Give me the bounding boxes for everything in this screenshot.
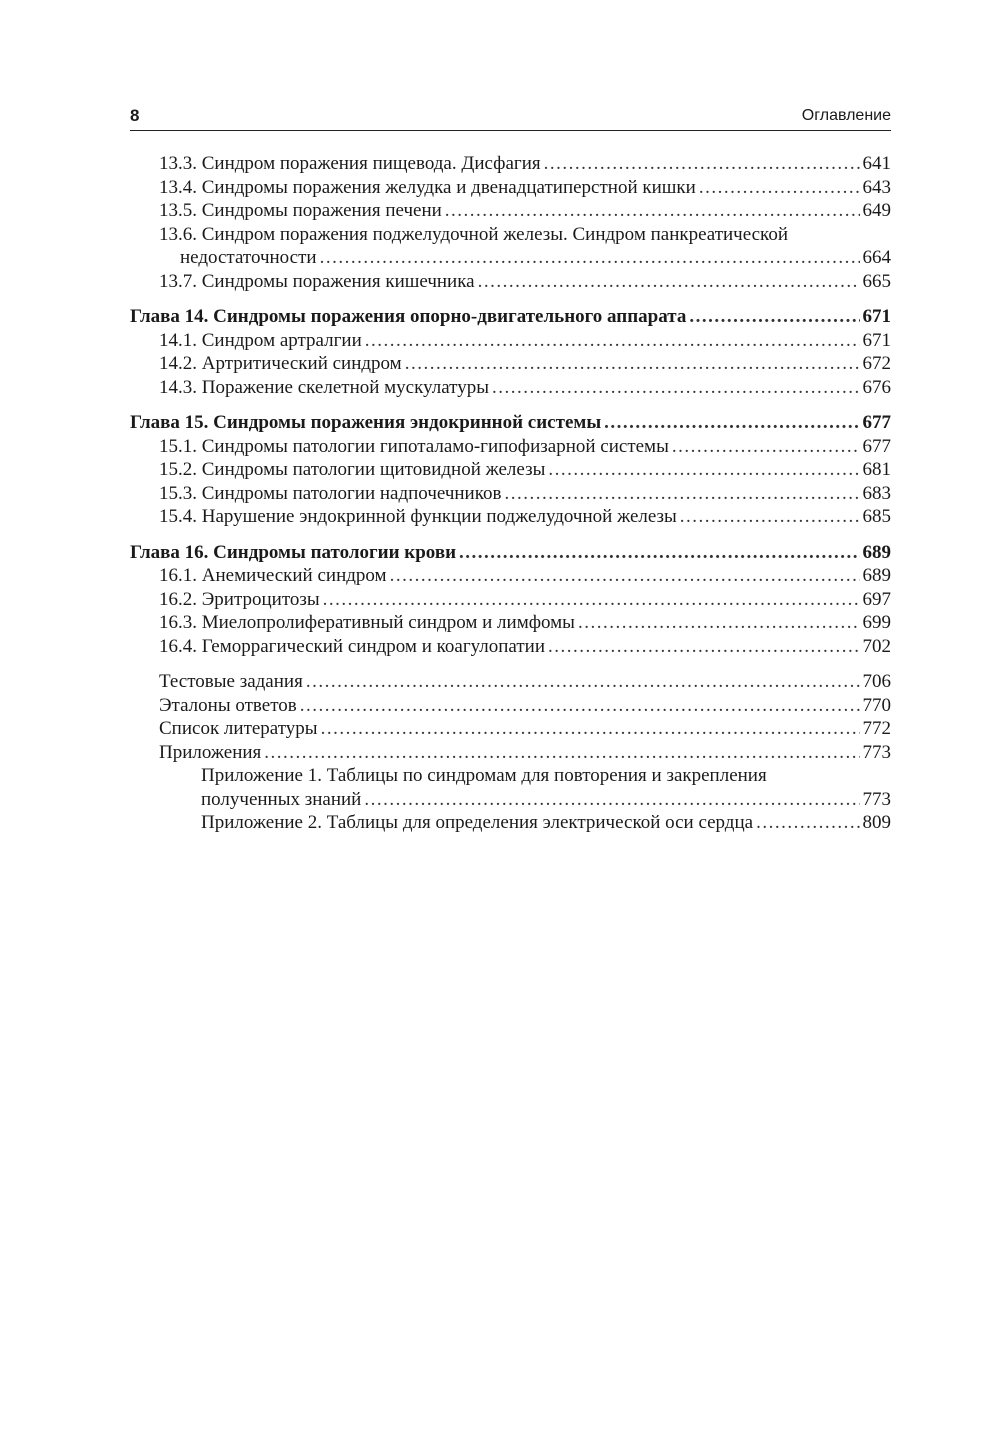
dot-leader [321,718,860,740]
dot-leader [459,542,859,564]
dot-leader [504,483,859,505]
toc-page: 649 [862,200,891,221]
toc-page: 676 [862,376,891,398]
toc-entry[interactable]: Приложения ..... 773 [130,742,891,766]
toc-page: 697 [862,588,891,610]
toc-page: 702 [862,635,891,657]
toc-entry[interactable]: Тестовые задания ..... 706 [130,671,891,695]
toc-entry[interactable]: недостаточности ..... 664 [130,247,891,271]
dot-leader [478,271,860,293]
dot-leader [320,247,860,269]
toc-entry[interactable]: 16.1. Анемический синдром ..... 689 [130,565,891,589]
toc-page: 699 [862,612,891,633]
toc-page: 641 [862,153,891,174]
toc-entry[interactable]: 13.5. Синдромы поражения печени ..... 649 [130,200,891,224]
toc-page: 809 [862,812,891,833]
toc-chapter-16[interactable]: Глава 16. Синдромы патологии крови ..... 689 [130,542,891,566]
toc-page: 773 [862,741,891,763]
toc-page: 671 [862,329,891,351]
dot-leader [689,306,859,328]
dot-leader [445,200,860,222]
toc-page: 664 [862,247,891,268]
toc-entry[interactable]: 16.3. Миелопролиферативный синдром и лимфомы ..... 699 [130,612,891,636]
toc-page: 672 [862,353,891,374]
toc-page: 689 [862,565,891,586]
page-header [130,104,891,131]
toc-entry[interactable]: 13.3. Синдром поражения пищевода. Дисфагия ..... 641 [130,153,891,177]
dot-leader [548,636,859,658]
toc-entry[interactable]: Приложение 2. Таблицы для определения электрической оси сердца ..... 809 [130,812,891,836]
toc-entry-line1[interactable]: Приложение 1. Таблицы по синдромам для повторения и закрепления [201,765,767,786]
toc-page: 677 [862,435,891,457]
page-number: 8 [130,106,140,125]
toc-page: 643 [862,176,891,198]
toc-page: 683 [862,482,891,504]
dot-leader [544,153,860,175]
toc-entry[interactable]: полученных знаний ..... 773 [130,789,891,813]
dot-leader [405,353,860,375]
dot-leader [300,695,860,717]
running-head: Оглавление [801,107,891,124]
toc-page: 773 [862,788,891,810]
toc-page: 681 [862,459,891,480]
toc-page: 685 [862,506,891,527]
dot-leader [699,177,860,199]
toc-entry[interactable]: 16.2. Эритроцитозы ..... 697 [130,589,891,613]
toc-page: 706 [862,671,891,692]
toc-entry[interactable]: 14.3. Поражение скелетной мускулатуры ..... 676 [130,377,891,401]
dot-leader [756,812,859,834]
toc-chapter-15[interactable]: Глава 15. Синдромы поражения эндокринной системы ..... 677 [130,412,891,436]
toc-page: 689 [862,541,891,563]
dot-leader [680,506,860,528]
dot-leader [492,377,860,399]
dot-leader [548,459,859,481]
dot-leader [365,330,860,352]
toc-entry[interactable]: 15.3. Синдромы патологии надпочечников ..... 683 [130,483,891,507]
toc-page: 770 [862,694,891,716]
toc-entry[interactable]: Эталоны ответов ..... 770 [130,695,891,719]
toc-entry[interactable]: 15.1. Синдромы патологии гипоталамо-гипофизарной системы ..... 677 [130,436,891,460]
toc-chapter-14[interactable]: Глава 14. Синдромы поражения опорно-двигательного аппарата ..... 671 [130,306,891,330]
toc-entry[interactable]: 13.4. Синдромы поражения желудка и двенадцатиперстной кишки ..... 643 [130,177,891,201]
toc-page: 671 [862,306,891,327]
dot-leader [672,436,860,458]
dot-leader [578,612,860,634]
toc-page: 665 [862,270,891,292]
toc-entry[interactable]: 16.4. Геморрагический синдром и коагулопатии ..... 702 [130,636,891,660]
toc-page: 772 [862,718,891,739]
dot-leader [264,742,859,764]
toc-entry-line1[interactable]: 13.6. Синдром поражения поджелудочной железы. Синдром панкреатической [159,223,788,245]
toc-entry[interactable]: Список литературы ..... 772 [130,718,891,742]
toc-entry[interactable]: 14.1. Синдром артралгии ..... 671 [130,330,891,354]
dot-leader [390,565,860,587]
toc-entry[interactable]: 15.2. Синдромы патологии щитовидной железы ..... 681 [130,459,891,483]
dot-leader [323,589,860,611]
dot-leader [306,671,860,693]
toc-entry[interactable]: 14.2. Артритический синдром ..... 672 [130,353,891,377]
toc-entry[interactable]: 15.4. Нарушение эндокринной функции поджелудочной железы ..... 685 [130,506,891,530]
table-of-contents [130,153,891,836]
toc-entry[interactable]: 13.7. Синдромы поражения кишечника ..... 665 [130,271,891,295]
dot-leader [364,789,859,811]
toc-page: 677 [862,412,891,433]
dot-leader [604,412,859,434]
